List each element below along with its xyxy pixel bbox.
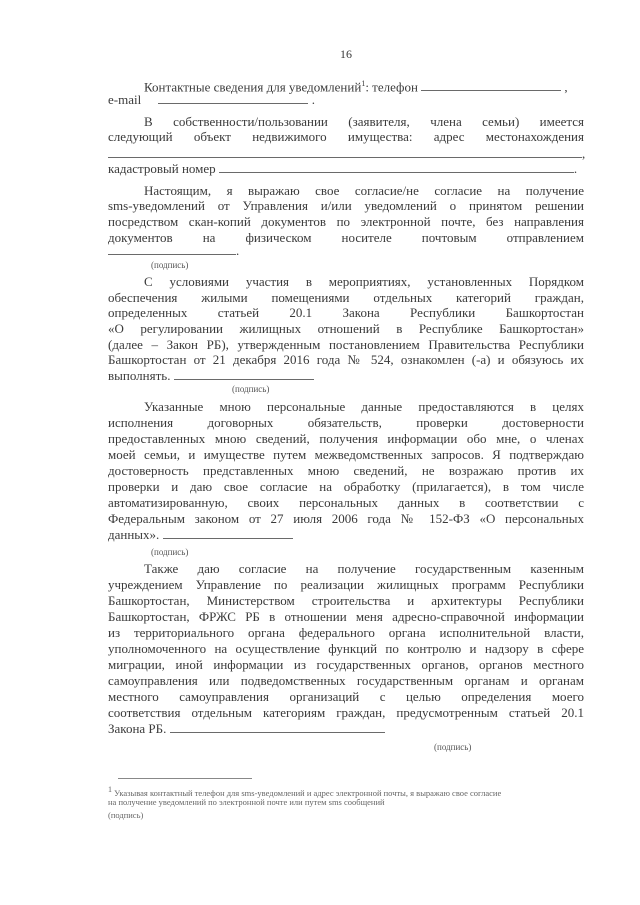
conditions-line-2: обеспечения жилыми помещениями отдельных категорий граждан,	[108, 290, 584, 305]
sms-line-1: Настоящим, я выражаю свое согласие/не согласие на получение	[144, 183, 584, 198]
consent-line-10: соответствия отдельным категориям граждан, предусмотренным статьей 20.1	[108, 705, 584, 720]
conditions-signature-caption: (подпись)	[232, 384, 270, 394]
footnote-separator	[118, 778, 252, 779]
consent-line-3: Башкортостан, Министерством строительства и архитектуры Республики	[108, 593, 584, 608]
consent-line-1: Также даю согласие на получение государственным казенным	[144, 561, 584, 576]
address-field[interactable]	[108, 146, 582, 158]
conditions-line-4: «О регулировании жилищных отношений в Республике Башкортостан»	[108, 321, 584, 336]
sms-signature-caption: (подпись)	[151, 260, 189, 270]
personal-signature-field[interactable]	[163, 527, 293, 539]
footnote-ref: 1	[361, 79, 366, 88]
personal-tail: данных».	[108, 527, 160, 542]
sms-line-2: sms-уведомлений от Управления и/или уведомлений о принятом решении	[108, 198, 584, 213]
conditions-line-7	[108, 368, 314, 383]
personal-line-7: автоматизированную, своих персональных данных в соответствии с	[108, 495, 584, 510]
property-line-1: В собственности/пользовании (заявителя, члена семьи) имеется	[144, 114, 584, 129]
email-line: e-mail .	[108, 92, 315, 107]
personal-line-1: Указанные мною персональные данные предоставляются в целях	[144, 399, 584, 414]
footnote-signature-caption: (подпись)	[108, 810, 144, 820]
sms-signature-field[interactable]	[108, 243, 236, 255]
personal-line-4: моей семьи, и имуществе путем межведомственных запросов. Я подтверждаю	[108, 447, 584, 462]
conditions-tail: выполнять.	[108, 368, 171, 383]
consent-signature-field[interactable]	[170, 721, 385, 733]
personal-line-5: достоверность представленных мною сведений, не возражаю против их	[108, 463, 584, 478]
contact-line: Контактные сведения для уведомлений$^1$: телефон ,	[144, 79, 568, 95]
email-field[interactable]	[158, 92, 308, 104]
consent-line-11	[108, 721, 385, 736]
conditions-line-6: Башкортостан от 21 декабря 2016 года № 524, ознакомлен (-а) и обязуюсь их	[108, 352, 584, 367]
page-number: 16	[340, 47, 352, 61]
sms-line-3: посредством скан-копий документов по электронной почте, без направления	[108, 214, 584, 229]
sms-line-4: документов на физическом носителе почтовым отправлением	[108, 230, 584, 245]
address-line: ,	[108, 146, 585, 161]
conditions-line-3: определенных статьей 20.1 Закона Республики Башкортостан	[108, 305, 584, 320]
consent-line-8: самоуправления или подведомственных государственным органам и органам	[108, 673, 584, 688]
consent-signature-caption: (подпись)	[434, 742, 472, 752]
consent-line-6: уполномоченного на осуществление функций по контролю и надзору в сфере	[108, 641, 584, 656]
phone-field[interactable]	[421, 79, 561, 91]
personal-signature-caption: (подпись)	[151, 547, 189, 557]
contact-label: Контактные сведения для уведомлений	[144, 79, 362, 95]
footnote-line-2: на получение уведомлений по электронной почте или путем sms сообщений	[108, 797, 385, 807]
footnote-mark: 1	[108, 785, 112, 794]
consent-tail: Закона РБ.	[108, 721, 167, 736]
personal-line-6: проверки и даю свое согласие на обработку (прилагается), в том числе	[108, 479, 584, 494]
conditions-line-1: С условиями участия в мероприятиях, установленных Порядком	[144, 274, 584, 289]
consent-line-5: из территориального органа федерального органа исполнительной власти,	[108, 625, 584, 640]
sms-signature-line: .	[108, 243, 239, 258]
footnote-line-1	[108, 785, 501, 798]
footnote-text-1: Указывая контактный телефон для sms-уведомлений и адрес электронной почты, я выражаю свое согласие	[114, 787, 502, 798]
email-label: e-mail	[108, 92, 142, 107]
personal-line-2: исполнения договорных обязательств, проверки достоверности	[108, 415, 584, 430]
conditions-signature-field[interactable]	[174, 368, 314, 380]
personal-line-9	[108, 527, 293, 542]
consent-line-7: миграции, иной информации из государственных органов, органов местного	[108, 657, 584, 672]
property-line-2: следующий объект недвижимого имущества: адрес местонахождения	[108, 129, 584, 144]
consent-line-4: Башкортостан, ФРЖС РБ в отношении меня адресно-справочной информации	[108, 609, 584, 624]
cadastral-line: кадастровый номер .	[108, 161, 578, 176]
phone-label: : телефон	[365, 79, 418, 95]
cadastral-label: кадастровый номер	[108, 161, 216, 176]
personal-line-8: Федеральным законом от 27 июля 2006 года № 152-ФЗ «О персональных	[108, 511, 584, 526]
cadastral-field[interactable]	[219, 161, 574, 173]
conditions-line-5: (далее – Закон РБ), утвержденным постановлением Правительства Республики	[108, 337, 584, 352]
personal-line-3: предоставленных мною сведений, получения информации обо мне, о членах	[108, 431, 584, 446]
consent-line-2: учреждением Управление по реализации жилищных программ Республики	[108, 577, 584, 592]
consent-line-9: местного самоуправления организаций с целью определения моего	[108, 689, 584, 704]
